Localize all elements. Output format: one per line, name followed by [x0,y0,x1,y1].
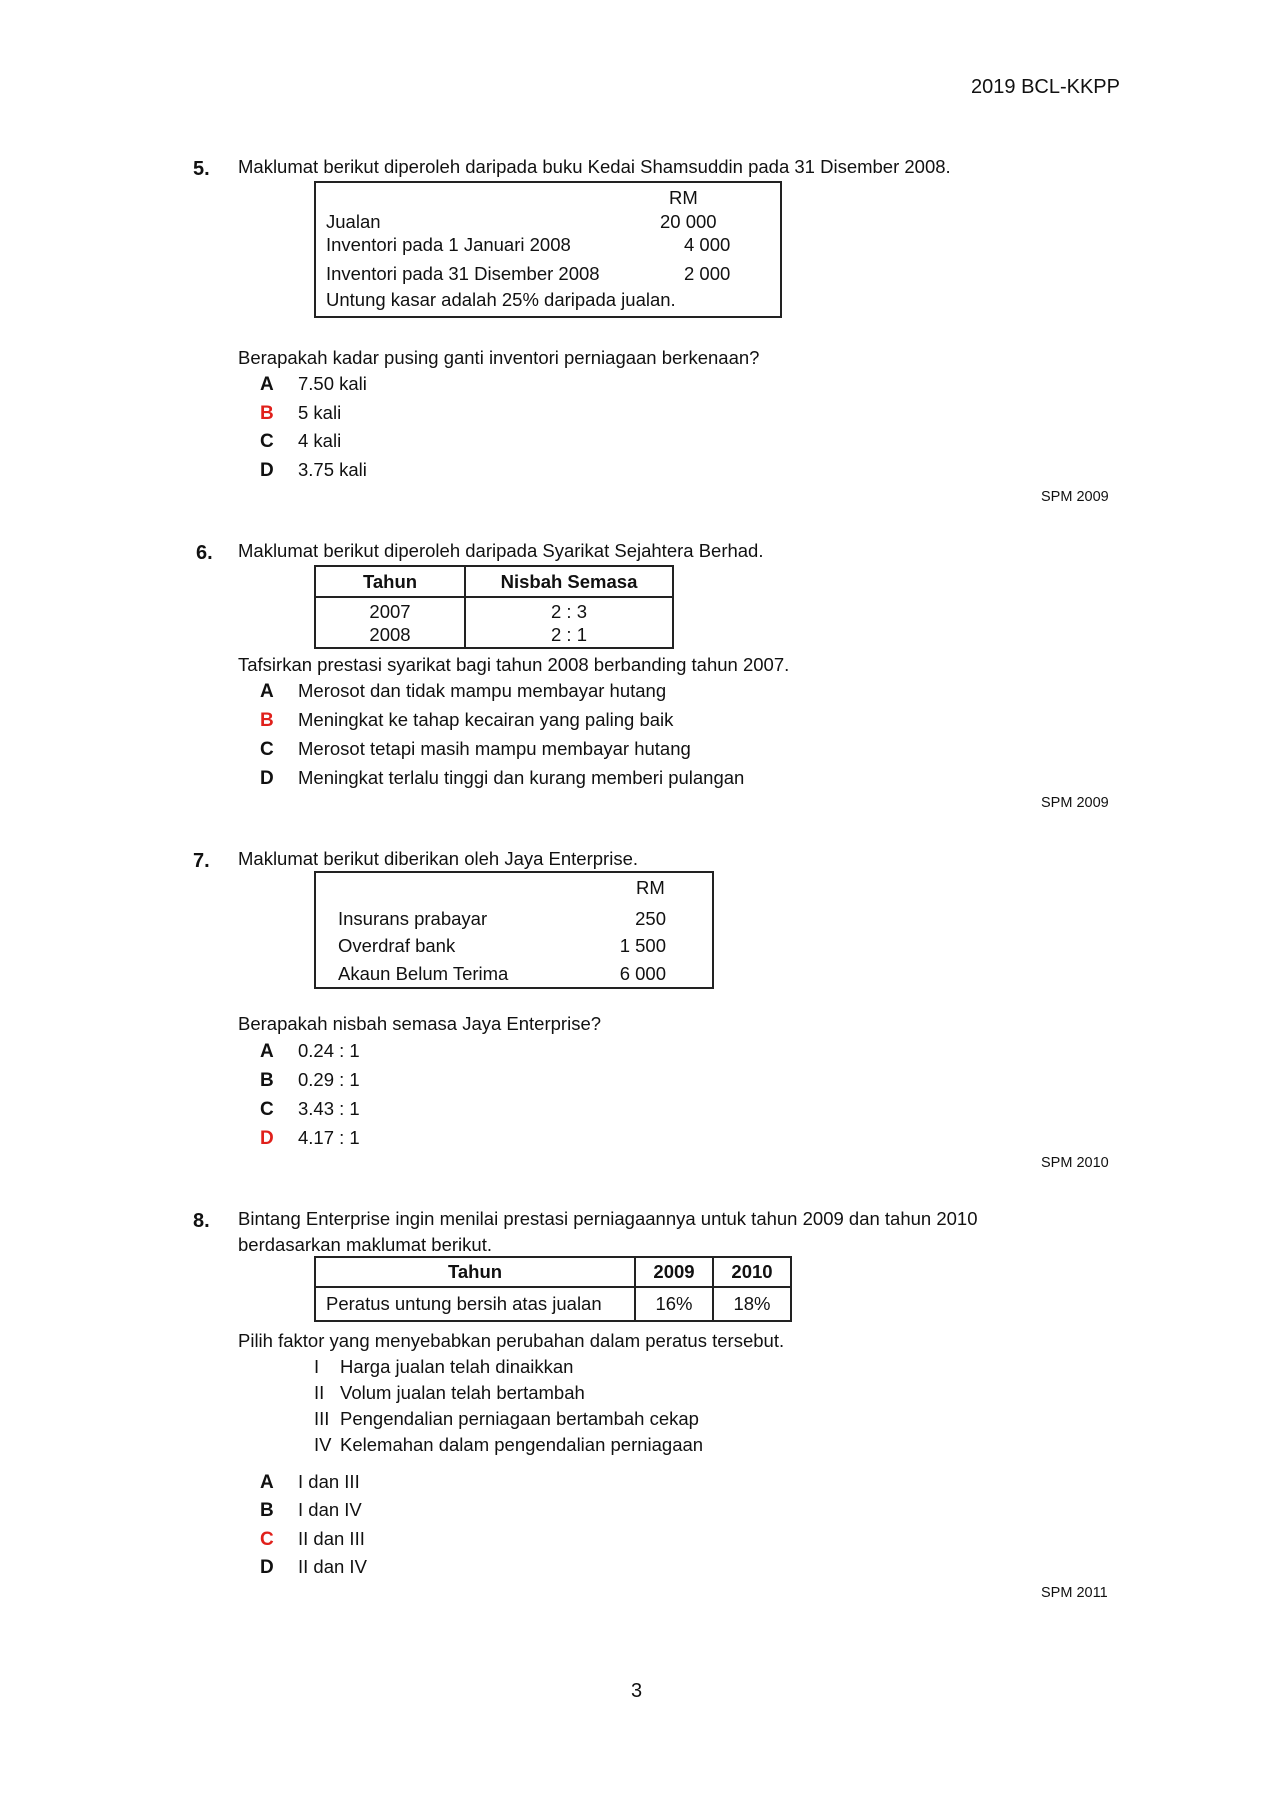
option-letter[interactable]: A [260,681,274,702]
table-row-label: Insurans prabayar [338,908,488,929]
question-number: 7. [193,850,210,872]
table-row-value: 6 000 [619,963,666,984]
statement-roman: III [314,1408,330,1429]
q8-profit-table [314,1256,792,1322]
option-text[interactable]: 7.50 kali [298,373,367,394]
option-text[interactable]: 0.24 : 1 [298,1040,360,1061]
question-stem: Maklumat berikut diberikan oleh Jaya Enterprise. [238,848,638,869]
source-label: SPM 2010 [1041,1155,1109,1171]
ratio-value: 2 : 3 [551,600,587,622]
statement-roman: IV [314,1434,332,1455]
statement-roman: II [314,1382,325,1403]
option-letter-answer[interactable]: C [260,1529,274,1550]
table-row-value: 1 500 [619,935,666,956]
option-letter[interactable]: A [260,1041,274,1062]
option-text[interactable]: 5 kali [298,402,342,423]
source-label: SPM 2009 [1041,489,1109,505]
option-letter[interactable]: D [260,768,274,789]
table-row-label: Jualan [326,211,381,232]
option-letter-answer[interactable]: B [260,403,274,424]
option-letter[interactable]: B [260,1070,274,1091]
option-text[interactable]: 3.43 : 1 [298,1098,360,1119]
question-text: Berapakah kadar pusing ganti inventori perniagaan berkenaan? [238,347,760,368]
page-header: 2019 BCL-KKPP [971,76,1120,98]
table-header: Tahun [315,566,465,597]
table-row-value: 4 000 [684,234,731,255]
table-header: 2009 [635,1257,713,1287]
table-row-label: Overdraf bank [338,935,456,956]
option-text[interactable]: 0.29 : 1 [298,1069,360,1090]
option-text[interactable]: Meningkat ke tahap kecairan yang paling baik [298,709,674,730]
q5-info-table [314,181,782,318]
statement-roman: I [314,1356,320,1377]
question-number: 5. [193,158,210,180]
statement-text: Harga jualan telah dinaikkan [340,1356,574,1377]
table-row-value: 20 000 [660,211,717,232]
statement-text: Kelemahan dalam pengendalian perniagaan [340,1434,704,1455]
option-text[interactable]: Meningkat terlalu tinggi dan kurang memberi pulangan [298,767,745,788]
table-row-label: Akaun Belum Terima [338,963,509,984]
question-stem: Bintang Enterprise ingin menilai prestasi perniagaannya untuk tahun 2009 dan tahun 2010 [238,1208,978,1229]
question-stem: Maklumat berikut diperoleh daripada buku Kedai Shamsuddin pada 31 Disember 2008. [238,156,951,177]
option-letter[interactable]: D [260,460,274,481]
option-letter[interactable]: C [260,739,274,760]
question-stem: Maklumat berikut diperoleh daripada Syarikat Sejahtera Berhad. [238,540,764,561]
option-text[interactable]: Merosot dan tidak mampu membayar hutang [298,680,667,701]
option-letter[interactable]: A [260,1472,274,1493]
statement-text: Volum jualan telah bertambah [340,1382,585,1403]
q7-info-table [314,871,714,989]
currency-header: RM [636,877,665,898]
year-cell [315,597,465,648]
table-row-value: 250 [635,908,666,929]
option-letter[interactable]: C [260,1099,274,1120]
question-text: Tafsirkan prestasi syarikat bagi tahun 2008 berbanding tahun 2007. [238,654,790,675]
table-row-value: 2 000 [684,263,731,284]
option-letter[interactable]: A [260,374,274,395]
option-text[interactable]: I dan III [298,1471,360,1492]
option-text[interactable]: II dan III [298,1528,365,1549]
question-stem-continued: berdasarkan maklumat berikut. [238,1234,492,1255]
option-text[interactable]: 3.75 kali [298,459,367,480]
table-cell: Peratus untung bersih atas jualan [315,1287,635,1321]
table-header: 2010 [713,1257,791,1287]
statement-text: Pengendalian perniagaan bertambah cekap [340,1408,699,1429]
table-cell: 18% [713,1287,791,1321]
table-header: Tahun [315,1257,635,1287]
currency-header: RM [669,187,698,208]
page-number: 3 [630,1680,643,1702]
table-header: Nisbah Semasa [465,566,673,597]
option-text[interactable]: II dan IV [298,1556,367,1577]
q6-ratio-table [314,565,674,649]
option-letter-answer[interactable]: B [260,710,274,731]
question-number: 6. [196,542,213,564]
option-text[interactable]: I dan IV [298,1499,362,1520]
option-text[interactable]: Merosot tetapi masih mampu membayar hutang [298,738,691,759]
year-value: 2008 [369,623,411,645]
option-text[interactable]: 4.17 : 1 [298,1127,360,1148]
table-note: Untung kasar adalah 25% daripada jualan. [326,289,676,310]
table-cell: 16% [635,1287,713,1321]
question-number: 8. [193,1210,210,1232]
table-row-label: Inventori pada 1 Januari 2008 [326,234,571,255]
question-text: Pilih faktor yang menyebabkan perubahan dalam peratus tersebut. [238,1330,785,1351]
ratio-value: 2 : 1 [551,623,587,645]
source-label: SPM 2009 [1041,795,1109,811]
option-letter[interactable]: D [260,1557,274,1578]
ratio-cell [465,597,673,648]
question-text: Berapakah nisbah semasa Jaya Enterprise? [238,1013,602,1034]
option-letter[interactable]: B [260,1500,274,1521]
option-letter[interactable]: C [260,431,274,452]
table-row-label: Inventori pada 31 Disember 2008 [326,263,600,284]
year-value: 2007 [369,600,411,622]
option-letter-answer[interactable]: D [260,1128,274,1149]
source-label: SPM 2011 [1041,1585,1108,1601]
option-text[interactable]: 4 kali [298,430,342,451]
